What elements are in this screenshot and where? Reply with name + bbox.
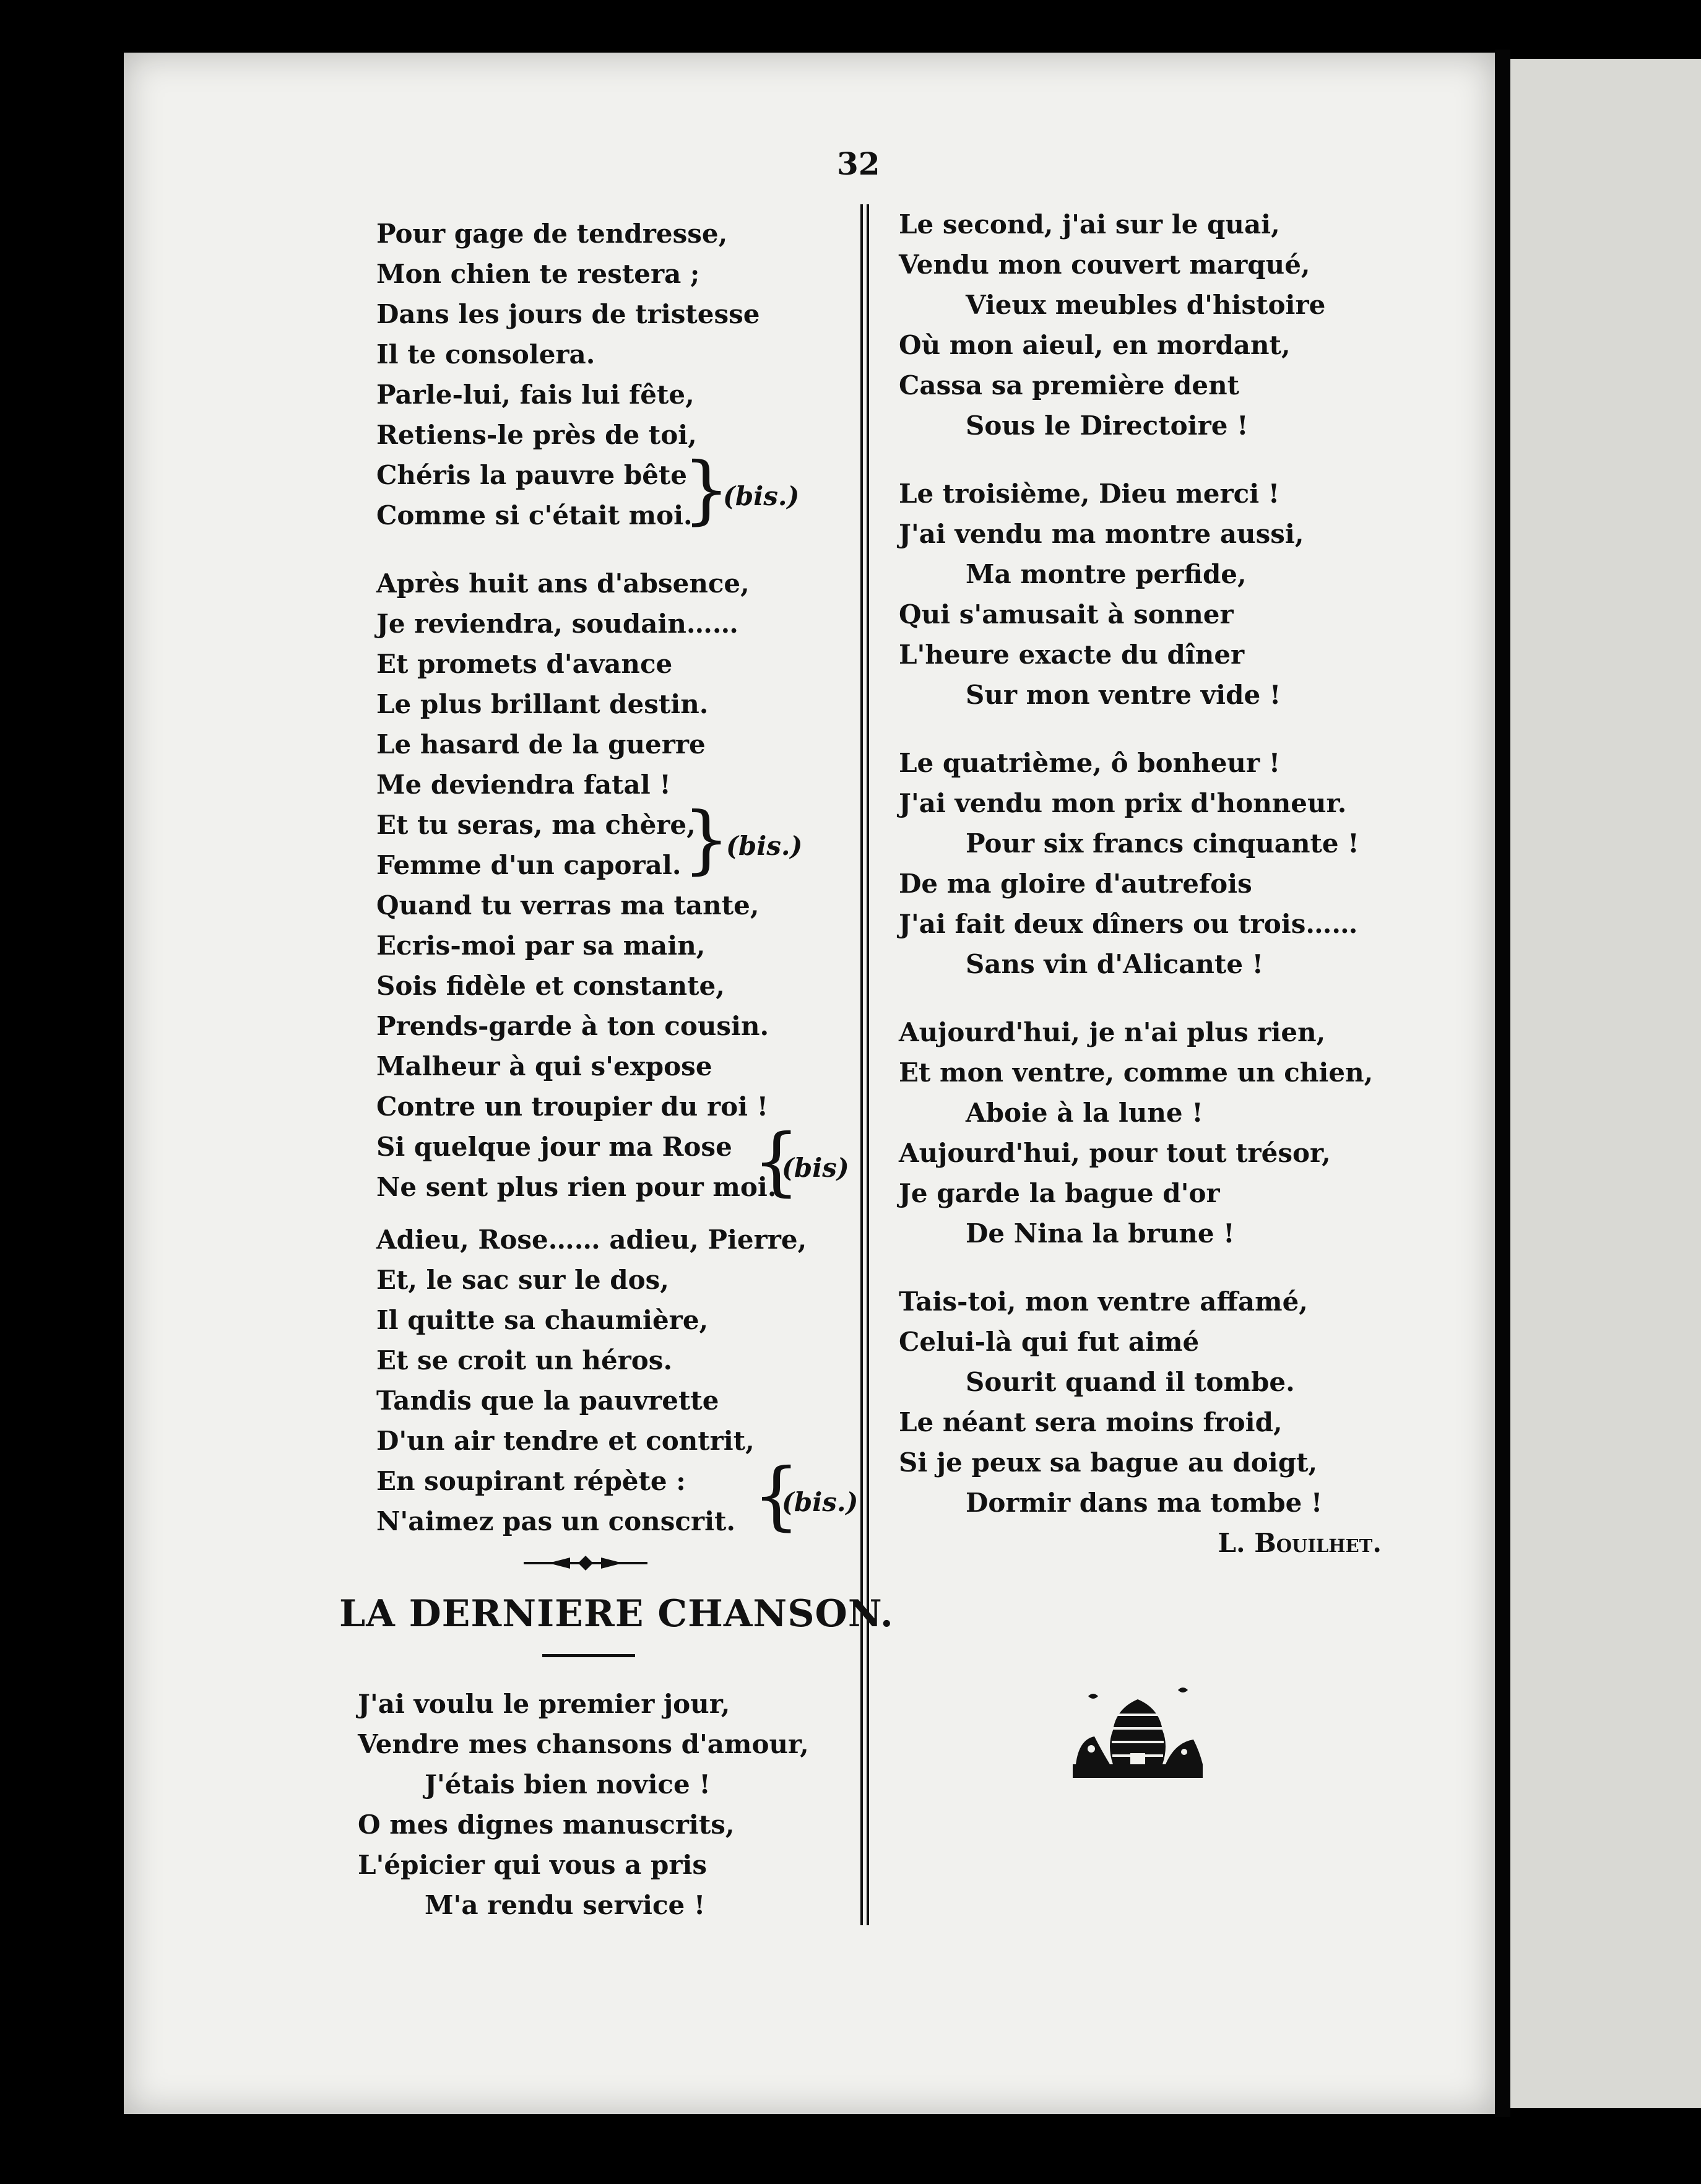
stanza-2: [376, 563, 859, 885]
verse-line: Pour gage de tendresse,: [376, 219, 728, 249]
verse-line: M'a rendu service !: [425, 1890, 706, 1920]
bis-label: (bis.): [723, 481, 800, 511]
verse-line: Il quitte sa chaumière,: [376, 1305, 709, 1335]
beehive-icon: [1063, 1671, 1212, 1783]
verse-line: J'ai vendu ma montre aussi,: [899, 519, 1304, 549]
verse-line: Et, le sac sur le dos,: [376, 1265, 669, 1295]
verse-line: Adieu, Rose…… adieu, Pierre,: [376, 1224, 807, 1255]
verse-line: J'ai voulu le premier jour,: [358, 1689, 730, 1719]
verse-line: Et tu seras, ma chère,: [376, 810, 696, 840]
verse-line: Le troisième, Dieu merci !: [899, 479, 1280, 509]
verse-line: Après huit ans d'absence,: [376, 568, 750, 599]
stanza-1: [376, 214, 859, 535]
new-song-stanza: [358, 1684, 841, 1925]
verse-line: Quand tu verras ma tante,: [376, 890, 760, 921]
brace-mark: {: [753, 1453, 800, 1539]
left-column: [376, 214, 859, 1541]
verse-line: Aujourd'hui, pour tout trésor,: [899, 1138, 1331, 1168]
verse-line: J'étais bien novice !: [425, 1769, 711, 1800]
verse-line: J'ai fait deux dîners ou trois……: [899, 909, 1358, 939]
verse-line: Sourit quand il tombe.: [966, 1367, 1295, 1397]
refrain-block: [376, 1453, 859, 1541]
brace-mark: {: [753, 1119, 800, 1205]
verse-line: Ma montre perfide,: [966, 559, 1247, 589]
bis-label: (bis.): [782, 1487, 859, 1517]
song-title: LA DERNIERE CHANSON.: [339, 1592, 894, 1636]
verse-line: Ne sent plus rien pour moi.: [376, 1172, 777, 1202]
verse-line: Malheur à qui s'expose: [376, 1051, 712, 1081]
verse-line: Aboie à la lune !: [966, 1098, 1203, 1128]
author-signature: L. Bouilhet.: [1218, 1528, 1382, 1558]
stanza-3: [376, 885, 859, 1207]
verse-line: Il te consolera.: [376, 339, 595, 370]
verse-line: Aujourd'hui, je n'ai plus rien,: [899, 1017, 1326, 1047]
brace-mark: }: [683, 797, 730, 883]
stanza-r4: [899, 1012, 1382, 1254]
brace-mark: }: [683, 447, 730, 533]
verse-line: Tais-toi, mon ventre affamé,: [899, 1286, 1308, 1317]
column-rule: [860, 204, 869, 1925]
book-gutter: [1495, 50, 1510, 2117]
verse-line: Sous le Directoire !: [966, 410, 1249, 441]
verse-line: Le quatrième, ô bonheur !: [899, 748, 1281, 778]
verse-line: Pour six francs cinquante !: [966, 828, 1359, 859]
verse-line: Vendu mon couvert marqué,: [899, 249, 1310, 280]
stanza-r5: [899, 1281, 1382, 1523]
verse-line: Dans les jours de tristesse: [376, 299, 760, 329]
verse-line: De Nina la brune !: [966, 1218, 1235, 1249]
adjacent-page: [1510, 59, 1701, 2108]
verse-line: De ma gloire d'autrefois: [899, 869, 1252, 899]
ornament-divider: [524, 1554, 647, 1572]
stanza-r1: [899, 204, 1382, 446]
bis-label: (bis.): [726, 831, 803, 861]
verse-line: J'ai vendu mon prix d'honneur.: [899, 788, 1347, 818]
verse-line: En soupirant répète :: [376, 1466, 686, 1496]
verse-line: Chéris la pauvre bête: [376, 460, 688, 490]
verse-line: Mon chien te restera ;: [376, 259, 700, 289]
verse-line: Comme si c'était moi.: [376, 500, 693, 531]
verse-line: Qui s'amusait à sonner: [899, 599, 1234, 630]
verse-line: Si je peux sa bague au doigt,: [899, 1447, 1318, 1478]
verse-line: Ecris-moi par sa main,: [376, 930, 706, 961]
verse-line: Et se croit un héros.: [376, 1345, 673, 1376]
verse-line: Dormir dans ma tombe !: [966, 1488, 1323, 1518]
stanza-r3: [899, 743, 1382, 984]
verse-line: Parle-lui, fais lui fête,: [376, 379, 695, 410]
verse-line: Celui-là qui fut aimé: [899, 1327, 1200, 1357]
verse-line: Vieux meubles d'histoire: [966, 290, 1326, 320]
verse-line: Où mon aieul, en mordant,: [899, 330, 1291, 360]
verse-line: Et promets d'avance: [376, 649, 673, 679]
right-column: [899, 204, 1382, 1563]
verse-line: Je garde la bague d'or: [899, 1178, 1220, 1208]
verse-line: L'heure exacte du dîner: [899, 639, 1245, 670]
verse-line: Le second, j'ai sur le quai,: [899, 209, 1280, 240]
verse-line: Si quelque jour ma Rose: [376, 1132, 732, 1162]
bis-label: (bis): [782, 1153, 849, 1183]
verse-line: Femme d'un caporal.: [376, 850, 682, 880]
verse-line: Sans vin d'Alicante !: [966, 949, 1264, 979]
verse-line: Le hasard de la guerre: [376, 729, 706, 760]
verse-line: Contre un troupier du roi !: [376, 1091, 769, 1122]
verse-line: Sur mon ventre vide !: [966, 680, 1281, 710]
refrain-block: [376, 447, 859, 535]
verse-line: O mes dignes manuscrits,: [358, 1809, 735, 1840]
verse-line: Sois fidèle et constante,: [376, 971, 725, 1001]
verse-line: D'un air tendre et contrit,: [376, 1426, 755, 1456]
verse-line: Prends-garde à ton cousin.: [376, 1011, 769, 1041]
refrain-block: [376, 797, 859, 885]
verse-line: N'aimez pas un conscrit.: [376, 1506, 736, 1536]
verse-line: Tandis que la pauvrette: [376, 1385, 719, 1416]
verse-line: Me deviendra fatal !: [376, 769, 671, 800]
stanza-r2: [899, 474, 1382, 715]
refrain-block: [376, 1119, 859, 1207]
stanza-4: [376, 1220, 859, 1541]
verse-line: L'épicier qui vous a pris: [358, 1850, 708, 1880]
verse-line: Le plus brillant destin.: [376, 689, 709, 719]
page-number: 32: [837, 145, 880, 182]
verse-line: Retiens-le près de toi,: [376, 420, 697, 450]
verse-line: Je reviendra, soudain……: [376, 609, 738, 639]
verse-line: Vendre mes chansons d'amour,: [358, 1729, 809, 1759]
verse-line: Cassa sa première dent: [899, 370, 1240, 401]
title-underline: [542, 1654, 635, 1657]
verse-line: Le néant sera moins froid,: [899, 1407, 1283, 1437]
verse-line: Et mon ventre, comme un chien,: [899, 1057, 1374, 1088]
